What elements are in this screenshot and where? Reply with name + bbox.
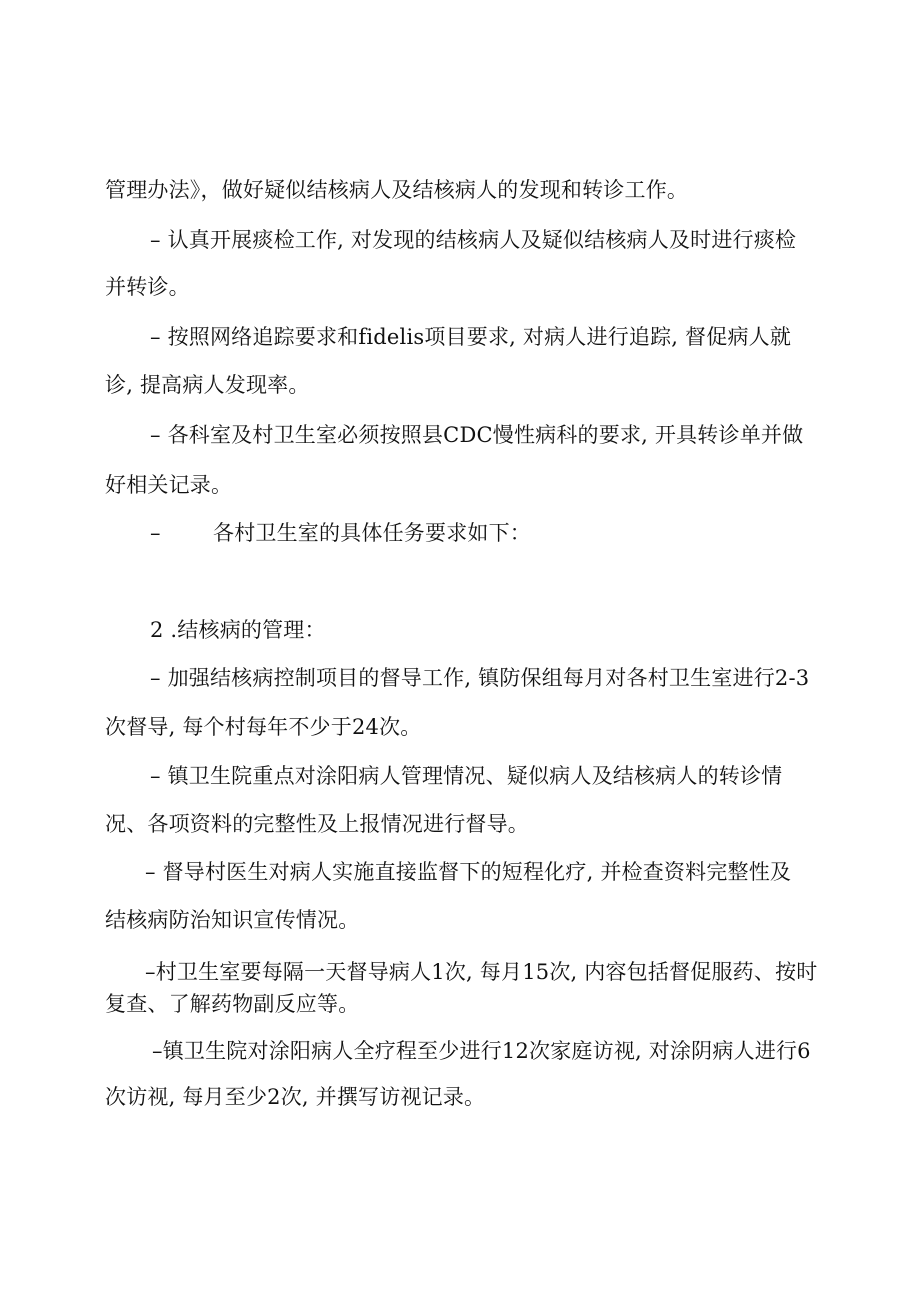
- text-line: 诊, 提高病人发现率。: [105, 373, 310, 397]
- text-line: – 镇卫生院重点对涂阳病人管理情况、疑似病人及结核病人的转诊情: [150, 764, 783, 788]
- text-line: 好相关记录。: [105, 473, 233, 497]
- text-line: 况、各项资料的完整性及上报情况进行督导。: [105, 812, 529, 836]
- text-line: – 按照网络追踪要求和fidelis项目要求, 对病人进行追踪, 督促病人就: [150, 325, 792, 349]
- text-line: 复查、了解药物副反应等。: [105, 992, 360, 1016]
- text-line: –村卫生室要每隔一天督导病人1次, 每月15次, 内容包括督促服药、按时: [145, 960, 818, 984]
- text-line: – 各科室及村卫生室必须按照县CDC慢性病科的要求, 开具转诊单并做: [150, 423, 804, 447]
- text-line: –: [150, 521, 161, 545]
- section-heading: 2 .结核病的管理：: [150, 618, 326, 642]
- text-line: 结核病防治知识宣传情况。: [105, 908, 360, 932]
- text-line: – 加强结核病控制项目的督导工作, 镇防保组每月对各村卫生室进行2-3: [150, 666, 810, 690]
- text-line: 次督导, 每个村每年不少于24次。: [105, 715, 422, 739]
- text-line: 并转诊。: [105, 275, 190, 299]
- text-line: – 认真开展痰检工作, 对发现的结核病人及疑似结核病人及时进行痰检: [150, 228, 797, 252]
- text-line: 次访视, 每月至少2次, 并撰写访视记录。: [105, 1085, 486, 1109]
- text-line: 各村卫生室的具体任务要求如下：: [213, 521, 531, 545]
- text-line: –镇卫生院对涂阳病人全疗程至少进行12次家庭访视, 对涂阴病人进行6: [152, 1039, 811, 1063]
- text-line: 管理办法》，做好疑似结核病人及结核病人的发现和转诊工作。: [105, 178, 689, 202]
- text-line: – 督导村医生对病人实施直接监督下的短程化疗, 并检查资料完整性及: [145, 860, 792, 884]
